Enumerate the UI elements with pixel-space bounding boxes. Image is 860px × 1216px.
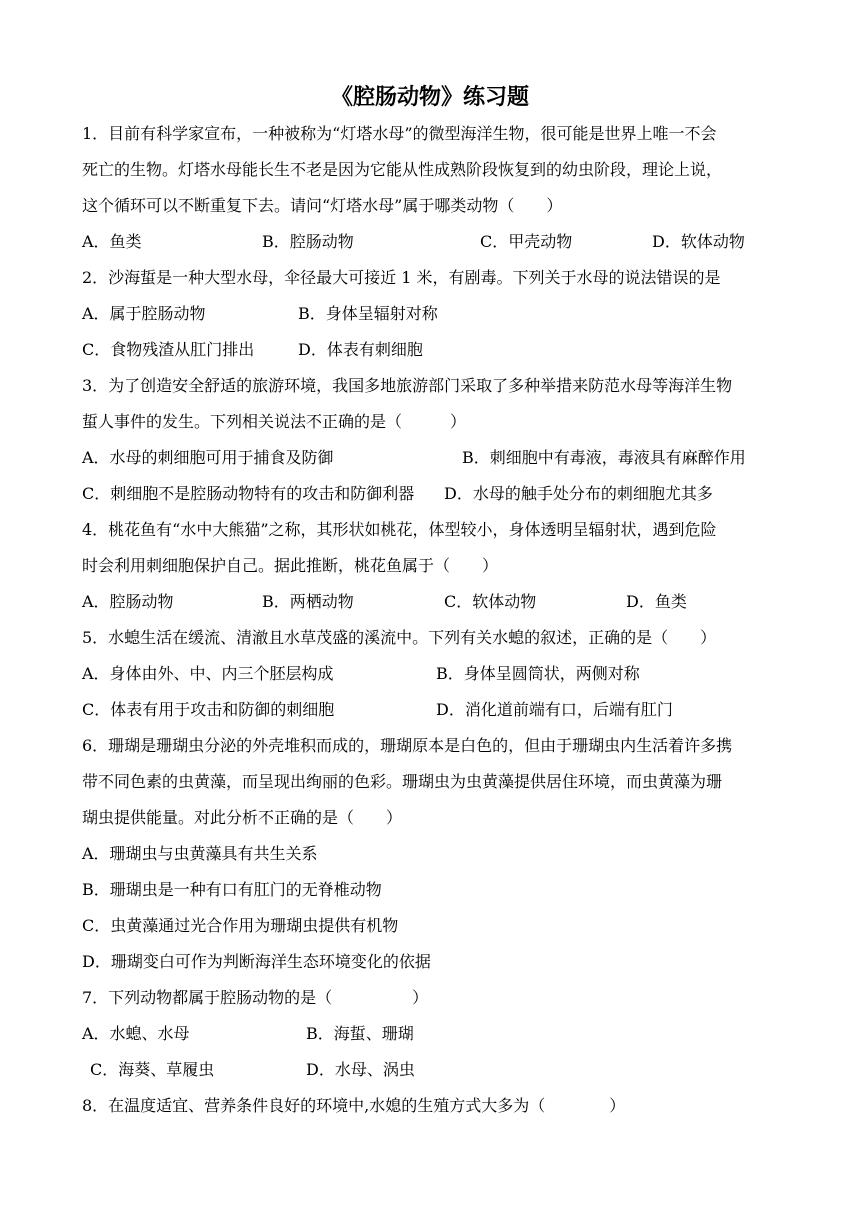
question-5-option-a: A．身体由外、中、内三个胚层构成 — [82, 664, 334, 683]
question-6-line-2: 带不同色素的虫黄藻，而呈现出绚丽的色彩。珊瑚虫为虫黄藻提供居住环境，而虫黄藻为珊 — [82, 772, 723, 791]
question-3-option-b: B．刺细胞中有毒液，毒液具有麻醉作用 — [462, 448, 746, 467]
question-4-line-2: 时会利用刺细胞保护自己。据此推断，桃花鱼属于（ ） — [82, 556, 499, 575]
question-2-option-c: C．食物残渣从肛门排出 — [82, 340, 255, 359]
question-6-option-b: B．珊瑚虫是一种有口有肛门的无脊椎动物 — [82, 880, 382, 899]
question-2-option-b: B．身体呈辐射对称 — [298, 304, 438, 323]
question-6-line-1: 6．珊瑚是珊瑚虫分泌的外壳堆积而成的，珊瑚原本是白色的，但由于珊瑚虫内生活着许多携 — [82, 736, 733, 755]
question-7-option-c: C．海葵、草履虫 — [90, 1060, 215, 1079]
question-7-option-b: B．海蜇、珊瑚 — [306, 1024, 414, 1043]
question-6-option-a: A．珊瑚虫与虫黄藻具有共生关系 — [82, 844, 318, 863]
question-1-option-c: C．甲壳动物 — [480, 232, 573, 251]
question-5-line-1: 5．水螅生活在缓流、清澈且水草茂盛的溪流中。下列有关水螅的叙述，正确的是（ ） — [82, 628, 717, 647]
question-3-option-d: D．水母的触手处分布的刺细胞尤其多 — [444, 484, 713, 503]
question-6-option-d: D．珊瑚变白可作为判断海洋生态环境变化的依据 — [82, 952, 431, 971]
question-1-line-2: 死亡的生物。灯塔水母能长生不老是因为它能从性成熟阶段恢复到的幼虫阶段，理论上说， — [82, 160, 723, 179]
question-3-line-1: 3．为了创造安全舒适的旅游环境，我国多地旅游部门采取了多种举措来防范水母等海洋生物 — [82, 376, 733, 395]
question-5-option-c: C．体表有用于攻击和防御的刺细胞 — [82, 700, 335, 719]
question-3-option-c: C．刺细胞不是腔肠动物特有的攻击和防御利器 — [82, 484, 415, 503]
question-4-line-1: 4．桃花鱼有“水中大熊猫”之称，其形状如桃花，体型较小，身体透明呈辐射状，遇到危险 — [82, 520, 717, 539]
question-4-option-d: D．鱼类 — [626, 592, 687, 611]
question-4-option-b: B．两栖动物 — [262, 592, 354, 611]
question-3-option-a: A．水母的刺细胞可用于捕食及防御 — [82, 448, 334, 467]
question-8-line-1: 8．在温度适宜、营养条件良好的环境中,水媳的生殖方式大多为（ ） — [82, 1096, 626, 1115]
question-1-option-d: D．软体动物 — [652, 232, 745, 251]
question-1-line-3: 这个循环可以不断重复下去。请问“灯塔水母”属于哪类动物（ ） — [82, 196, 563, 215]
question-5-option-b: B．身体呈圆筒状，两侧对称 — [436, 664, 640, 683]
question-1-option-a: A．鱼类 — [82, 232, 142, 251]
page-title: 《腔肠动物》练习题 — [330, 84, 529, 110]
question-5-option-d: D．消化道前端有口，后端有肛门 — [436, 700, 673, 719]
question-7-option-d: D．水母、涡虫 — [306, 1060, 415, 1079]
question-7-option-a: A．水螅、水母 — [82, 1024, 190, 1043]
question-1-line-1: 1．目前有科学家宣布，一种被称为“灯塔水母”的微型海洋生物，很可能是世界上唯一不会 — [82, 124, 717, 143]
question-6-line-3: 瑚虫提供能量。对此分析不正确的是（ ） — [82, 808, 403, 827]
question-2-option-a: A．属于腔肠动物 — [82, 304, 206, 323]
question-1-option-b: B．腔肠动物 — [262, 232, 354, 251]
question-2-line-1: 2．沙海蜇是一种大型水母，伞径最大可接近 1 米，有剧毒。下列关于水母的说法错误的是 — [82, 268, 721, 287]
question-2-option-d: D．体表有刺细胞 — [298, 340, 423, 359]
question-6-option-c: C．虫黄藻通过光合作用为珊瑚虫提供有机物 — [82, 916, 399, 935]
question-4-option-a: A．腔肠动物 — [82, 592, 174, 611]
question-3-line-2: 蜇人事件的发生。下列相关说法不正确的是（ ） — [82, 412, 467, 431]
question-4-option-c: C．软体动物 — [444, 592, 537, 611]
question-7-line-1: 7．下列动物都属于腔肠动物的是（ ） — [82, 988, 429, 1007]
